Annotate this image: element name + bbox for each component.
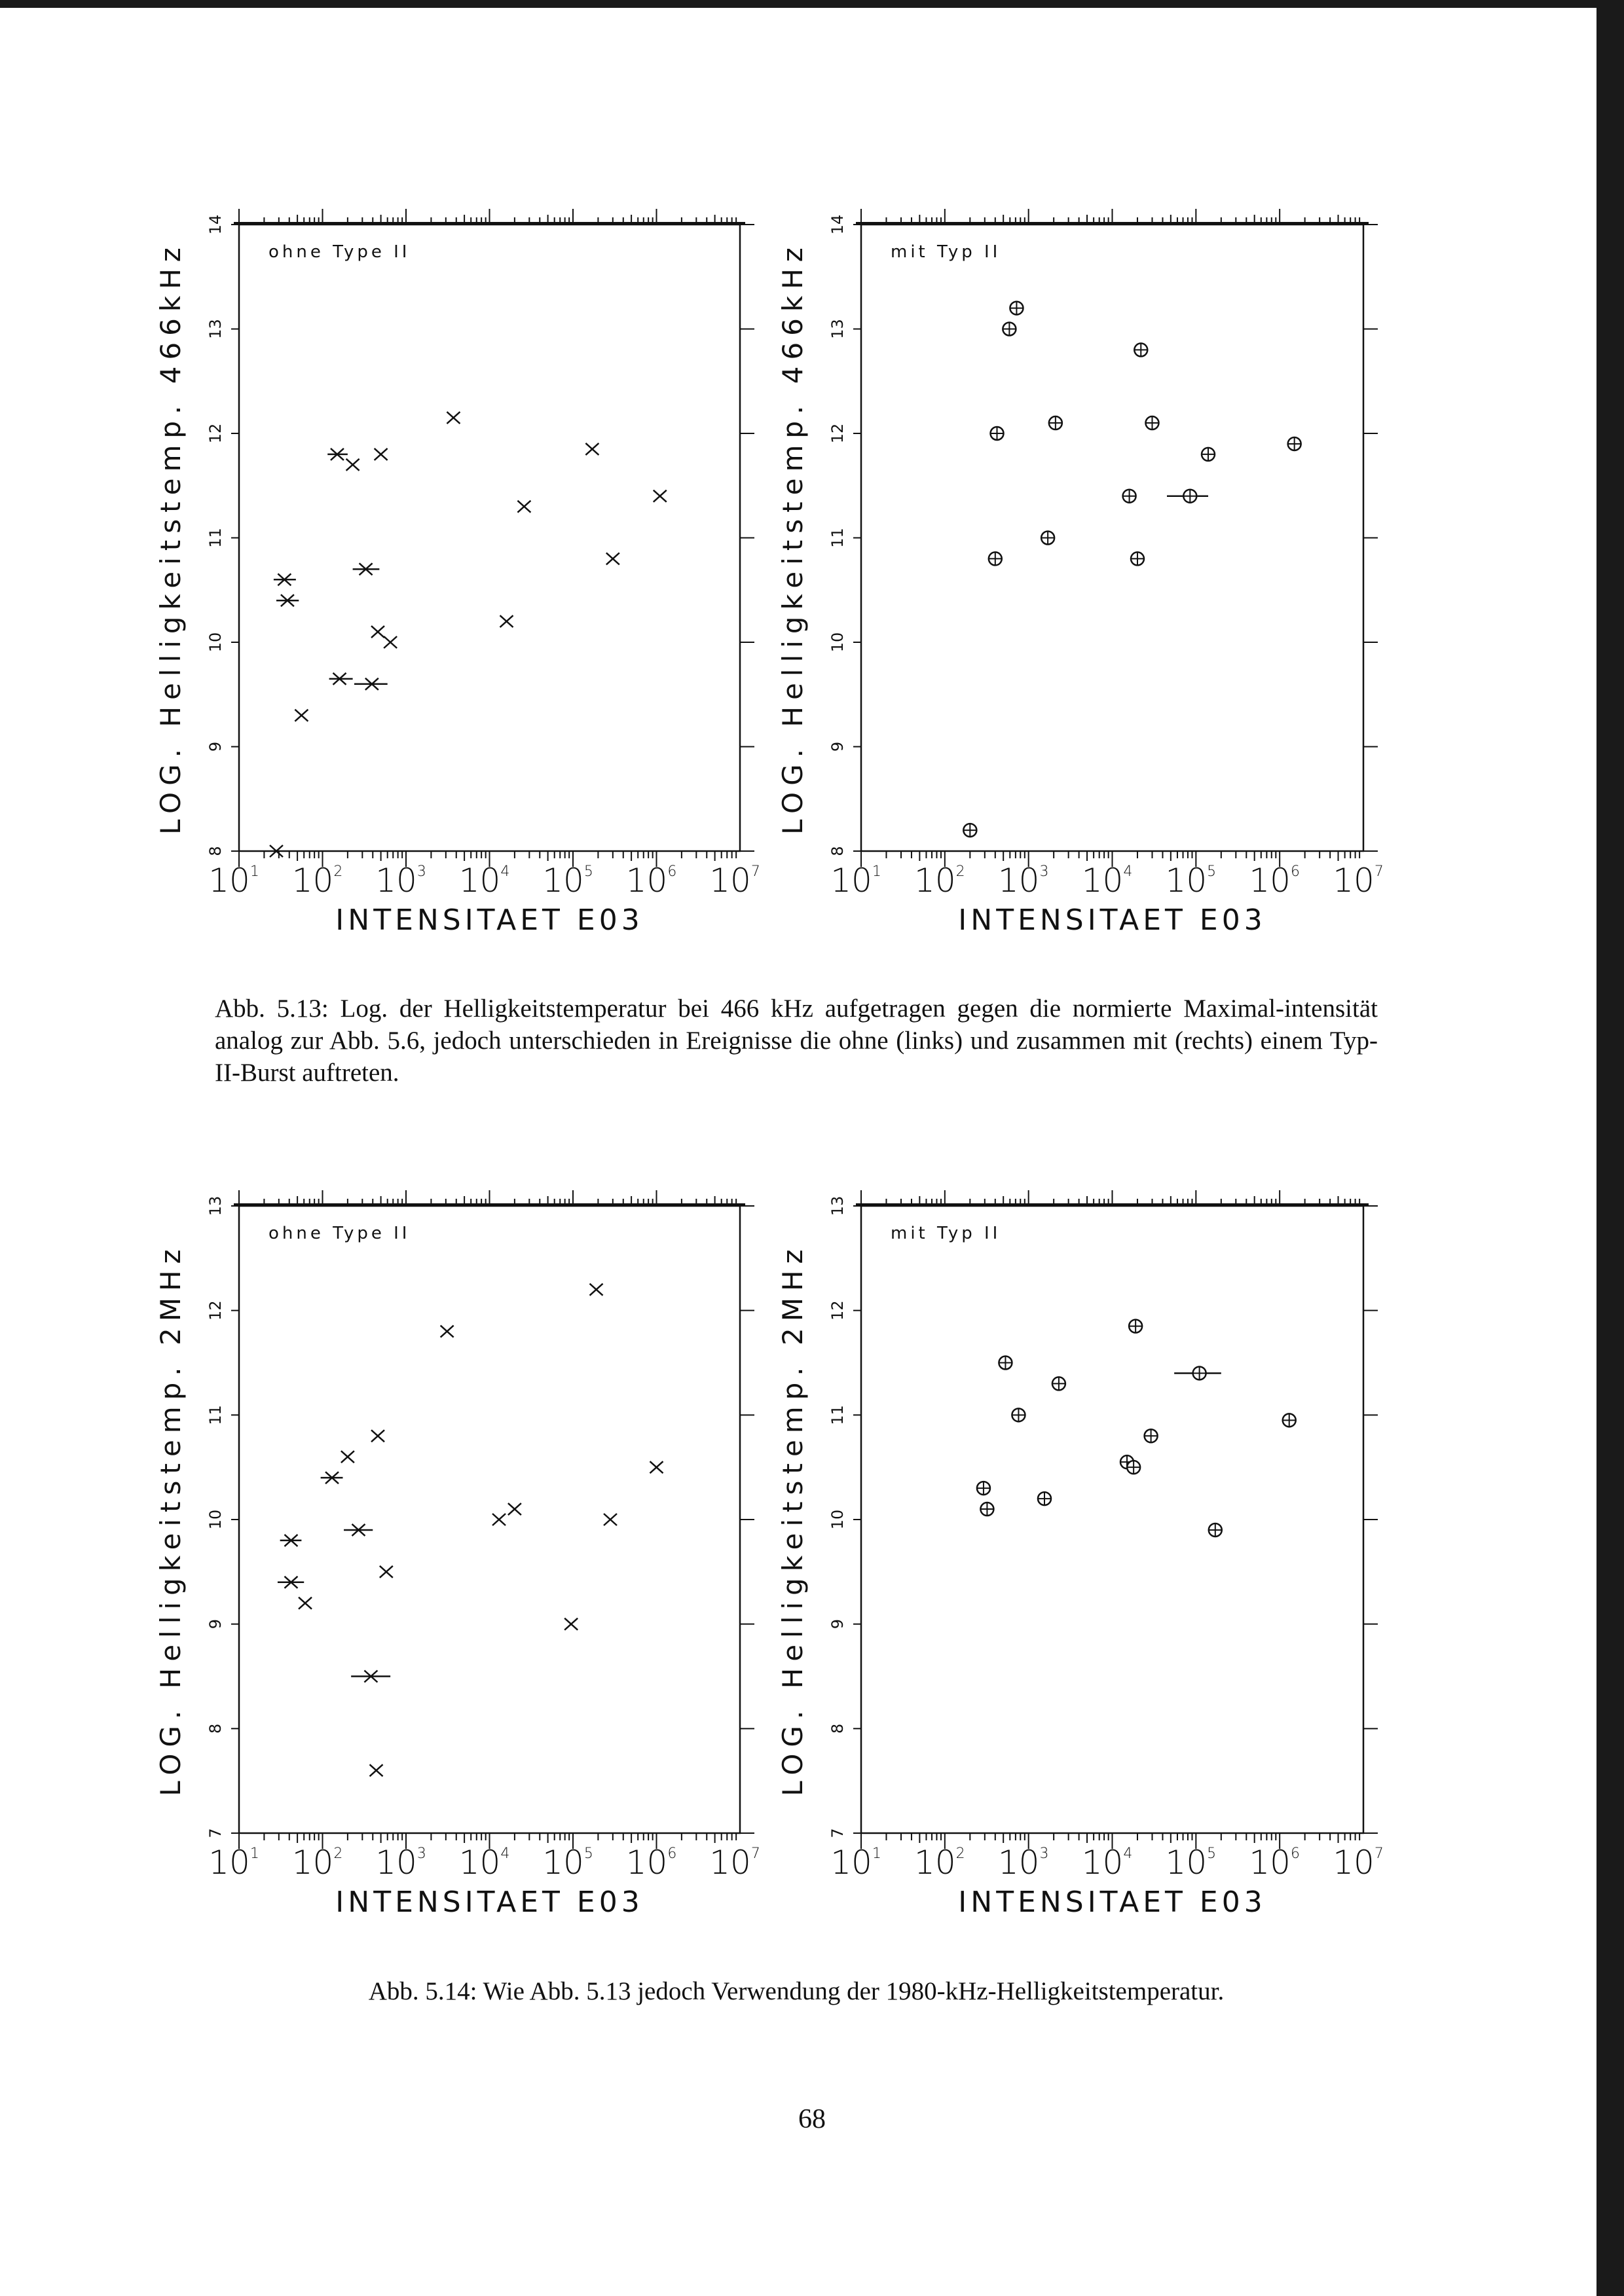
- x-tick-label: $10^2$: [291, 1844, 343, 1882]
- plot-frame: [861, 225, 1363, 851]
- panel-title: ohne Type II: [268, 1224, 411, 1243]
- y-axis-label: LOG. Helligkeitstemp. 466kHz: [777, 241, 809, 835]
- x-tick-label: $10^5$: [1165, 862, 1217, 900]
- y-tick-label: 13: [828, 319, 847, 339]
- x-tick-label: $10^6$: [625, 1844, 677, 1882]
- y-tick-label: 11: [206, 1405, 225, 1425]
- x-tick-label: $10^5$: [542, 862, 593, 900]
- y-tick-label: 9: [828, 741, 847, 752]
- y-tick-label: 12: [828, 1300, 847, 1321]
- plot-frame: [239, 1206, 740, 1833]
- data-point-cross: [380, 1566, 393, 1578]
- data-point-cross: [371, 626, 384, 638]
- y-tick-label: 9: [828, 1619, 847, 1630]
- x-tick-label: $10^2$: [914, 1844, 965, 1882]
- y-axis-label: LOG. Helligkeitstemp. 466kHz: [155, 241, 187, 835]
- y-tick-label: 14: [828, 214, 847, 235]
- data-point-cross: [564, 1618, 578, 1630]
- y-tick-label: 13: [828, 1195, 847, 1216]
- x-tick-label: $10^6$: [625, 862, 677, 900]
- data-point-cross: [370, 1764, 383, 1776]
- plot-frame: [239, 225, 740, 851]
- data-point-cross: [384, 636, 397, 648]
- y-tick-label: 8: [828, 1723, 847, 1734]
- data-point-cross: [441, 1326, 454, 1338]
- y-tick-label: 10: [828, 1509, 847, 1530]
- x-tick-label: $10^6$: [1249, 862, 1300, 900]
- data-point-cross: [447, 412, 460, 424]
- panel-title: mit Typ II: [891, 242, 1001, 262]
- x-tick-label: $10^7$: [709, 862, 760, 900]
- x-tick-label: $10^7$: [1333, 1844, 1384, 1882]
- y-tick-label: 7: [206, 1828, 225, 1838]
- y-tick-label: 9: [206, 741, 225, 752]
- data-point-cross: [590, 1284, 603, 1296]
- y-tick-label: 10: [206, 632, 225, 653]
- plot-frame: [861, 1206, 1363, 1833]
- figure-5-13-caption: Abb. 5.13: Log. der Helligkeitstemperatur bei 466 kHz aufgetragen gegen die normierte Maximal-intensität analog zur Abb. 5.6, jedoch unterschieden in Ereignisse die ohne (links) und zusammen mit (rechts) einem Typ-II-Burst auftreten.: [215, 994, 1378, 1087]
- x-tick-label: $10^7$: [709, 1844, 760, 1882]
- y-tick-label: 11: [828, 528, 847, 548]
- y-tick-label: 11: [828, 1405, 847, 1425]
- y-axis-label: LOG. Helligkeitstemp. 2MHz: [777, 1243, 809, 1796]
- y-tick-label: 14: [206, 214, 225, 235]
- x-tick-label: $10^3$: [997, 1844, 1049, 1882]
- x-tick-label: $10^4$: [1081, 862, 1133, 900]
- y-tick-label: 8: [206, 846, 225, 856]
- data-point-cross: [654, 490, 667, 502]
- x-tick-label: $10^3$: [997, 862, 1049, 900]
- x-tick-label: $10^5$: [542, 1844, 593, 1882]
- figure-5-14-caption: Abb. 5.14: Wie Abb. 5.13 jedoch Verwendung der 1980-kHz-Helligkeitstemperatur.: [368, 1977, 1225, 2005]
- data-point-cross: [341, 1451, 354, 1463]
- x-tick-label: $10^7$: [1333, 862, 1384, 900]
- x-axis-label: INTENSITAET E03: [335, 903, 644, 937]
- x-tick-label: $10^5$: [1165, 1844, 1217, 1882]
- y-tick-label: 10: [828, 632, 847, 653]
- x-tick-label: $10^1$: [208, 1844, 259, 1882]
- y-tick-label: 12: [206, 1300, 225, 1321]
- x-tick-label: $10^4$: [1081, 1844, 1133, 1882]
- y-tick-label: 11: [206, 528, 225, 548]
- x-axis-label: INTENSITAET E03: [958, 903, 1266, 937]
- y-tick-label: 12: [206, 423, 225, 444]
- panel-title: mit Typ II: [891, 1224, 1001, 1243]
- data-point-cross: [371, 1430, 384, 1442]
- data-point-cross: [606, 553, 619, 564]
- data-point-cross: [295, 710, 308, 721]
- data-point-cross: [508, 1503, 521, 1515]
- x-tick-label: $10^6$: [1249, 1844, 1300, 1882]
- x-tick-label: $10^1$: [830, 1844, 881, 1882]
- y-tick-label: 8: [828, 846, 847, 856]
- data-point-cross: [299, 1597, 312, 1609]
- y-tick-label: 13: [206, 319, 225, 339]
- y-tick-label: 9: [206, 1619, 225, 1630]
- x-axis-label: INTENSITAET E03: [958, 1886, 1266, 1919]
- x-tick-label: $10^3$: [375, 1844, 426, 1882]
- data-point-cross: [604, 1514, 617, 1525]
- data-point-cross: [346, 459, 360, 471]
- y-tick-label: 8: [206, 1723, 225, 1734]
- x-tick-label: $10^3$: [375, 862, 426, 900]
- y-tick-label: 7: [828, 1828, 847, 1838]
- x-axis-label: INTENSITAET E03: [335, 1886, 644, 1919]
- data-point-cross: [650, 1461, 663, 1473]
- data-point-cross: [375, 448, 388, 460]
- data-point-cross: [585, 443, 599, 455]
- x-tick-label: $10^1$: [208, 862, 259, 900]
- x-tick-label: $10^1$: [830, 862, 881, 900]
- x-tick-label: $10^2$: [291, 862, 343, 900]
- x-tick-label: $10^2$: [914, 862, 965, 900]
- data-point-cross: [500, 615, 513, 627]
- y-tick-label: 10: [206, 1509, 225, 1530]
- data-point-cross: [492, 1514, 506, 1525]
- data-point-cross: [517, 501, 530, 513]
- panel-title: ohne Type II: [268, 242, 411, 262]
- page-number: 68: [798, 2104, 826, 2134]
- y-tick-label: 13: [206, 1195, 225, 1216]
- x-tick-label: $10^4$: [458, 862, 510, 900]
- x-tick-label: $10^4$: [458, 1844, 510, 1882]
- y-axis-label: LOG. Helligkeitstemp. 2MHz: [155, 1243, 187, 1796]
- y-tick-label: 12: [828, 423, 847, 444]
